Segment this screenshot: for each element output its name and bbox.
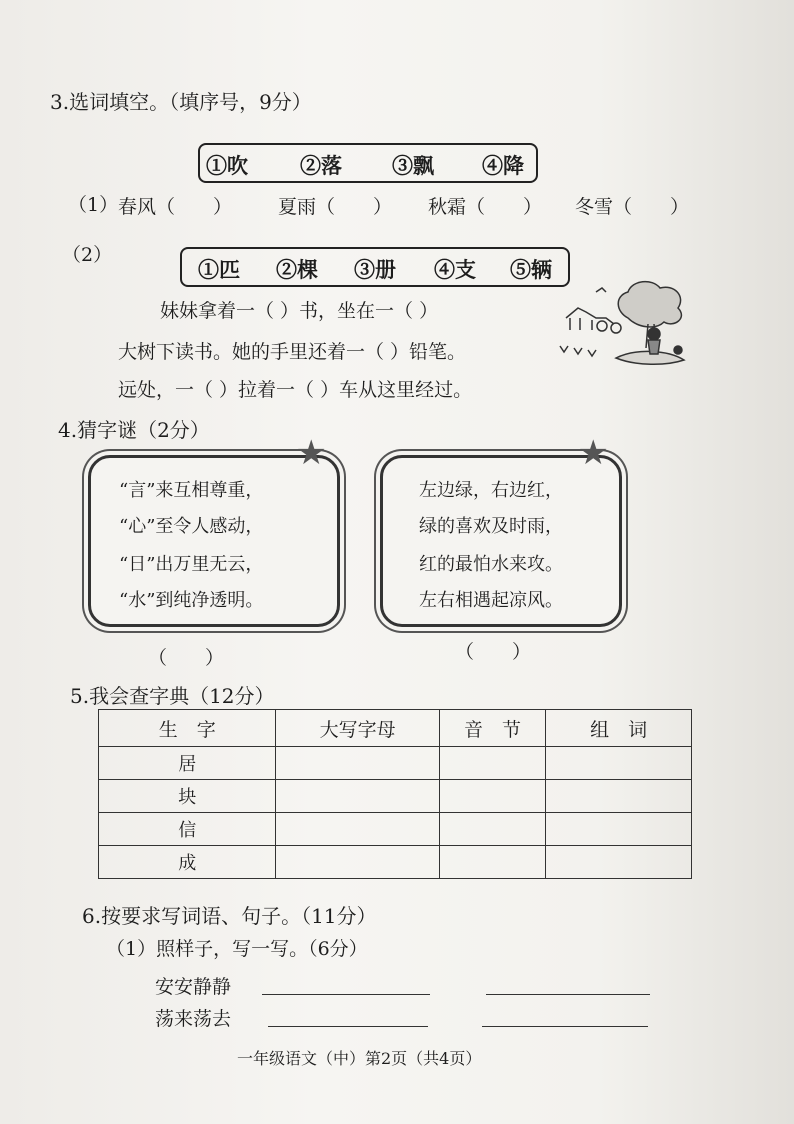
q3-option: ④支 (434, 257, 476, 282)
q3-blank-item: 冬雪（ ） (575, 196, 690, 218)
illustration-tree-girl (556, 278, 691, 370)
q3-word-box-2 (180, 247, 570, 287)
riddle-card-left (88, 455, 340, 627)
answer-cell[interactable] (546, 747, 692, 780)
q3-option: ②棵 (276, 257, 318, 282)
answer-cell[interactable] (276, 813, 439, 846)
riddle-line: “心”至令人感动， (119, 516, 264, 537)
q3-word-box-1 (198, 143, 538, 183)
dictionary-table (98, 709, 692, 879)
answer-cell[interactable] (439, 813, 545, 846)
star-icon: ★ (296, 433, 327, 473)
table-row (99, 747, 692, 780)
answer-cell[interactable] (276, 780, 439, 813)
table-row (99, 846, 692, 879)
q3-option: ③册 (354, 257, 396, 282)
q6-example: 荡来荡去 (155, 1008, 232, 1030)
answer-cell[interactable] (276, 747, 439, 780)
table-row (99, 780, 692, 813)
character-cell: 成 (99, 846, 276, 879)
answer-line[interactable] (268, 1026, 428, 1027)
q3-blank-item: 秋霜（ ） (428, 196, 543, 218)
riddle-card-right (380, 455, 622, 627)
q3-blank-item: 夏雨（ ） (278, 196, 393, 218)
answer-cell[interactable] (439, 846, 545, 879)
table-row (99, 813, 692, 846)
character-cell: 居 (99, 747, 276, 780)
q3-option: ②落 (300, 153, 342, 178)
riddle-line: “言”来互相尊重， (119, 480, 264, 501)
character-cell: 信 (99, 813, 276, 846)
riddle-line: 红的最怕水来攻。 (419, 554, 563, 575)
answer-cell[interactable] (439, 747, 545, 780)
q3-option: ④降 (482, 153, 524, 178)
q3-blank-item: 春风（ ） (118, 196, 233, 218)
answer-cell[interactable] (546, 780, 692, 813)
q4-answer-blank[interactable]: （ ） (455, 641, 532, 663)
answer-cell[interactable] (276, 846, 439, 879)
table-header: 音 节 (439, 710, 545, 747)
q3-part1-label: （1） (68, 194, 119, 216)
table-header: 组 词 (546, 710, 692, 747)
q3-sentence: 远处，一（ ）拉着一（ ）车从这里经过。 (118, 379, 473, 401)
q4-answer-blank[interactable]: （ ） (148, 647, 225, 669)
q6-title: 6.按要求写词语、句子。（11分） (82, 904, 377, 928)
star-icon: ★ (578, 433, 609, 473)
riddle-line: 左右相遇起凉风。 (419, 590, 563, 611)
character-cell: 块 (99, 780, 276, 813)
q3-option: ①匹 (198, 257, 240, 282)
riddle-line: “日”出万里无云， (119, 554, 264, 575)
q3-sentence: 妹妹拿着一（ ）书，坐在一（ ） (160, 300, 439, 322)
table-header: 生 字 (99, 710, 276, 747)
page-footer: 一年级语文（中）第2页（共4页） (237, 1049, 482, 1068)
riddle-line: 绿的喜欢及时雨， (419, 516, 563, 537)
q3-option: ①吹 (206, 153, 248, 178)
q4-title: 4.猜字谜（2分） (58, 418, 210, 442)
answer-cell[interactable] (546, 813, 692, 846)
answer-line[interactable] (486, 994, 650, 995)
table-header: 大写字母 (276, 710, 439, 747)
answer-cell[interactable] (439, 780, 545, 813)
q3-sentence: 大树下读书。她的手里还着一（ ）铅笔。 (118, 341, 467, 363)
q6-example: 安安静静 (155, 976, 232, 998)
q3-part2-label: （2） (62, 244, 113, 266)
answer-line[interactable] (482, 1026, 648, 1027)
q5-title: 5.我会查字典（12分） (70, 684, 275, 708)
answer-cell[interactable] (546, 846, 692, 879)
q6-sub1: （1）照样子，写一写。（6分） (106, 938, 368, 960)
riddle-line: 左边绿，右边红， (419, 480, 563, 501)
q3-option: ⑤辆 (510, 257, 552, 282)
table-header-row (99, 710, 692, 747)
q3-title: 3.选词填空。（填序号，9分） (50, 90, 312, 114)
riddle-line: “水”到纯净透明。 (119, 590, 264, 611)
q3-option: ③飘 (392, 153, 434, 178)
answer-line[interactable] (262, 994, 430, 995)
